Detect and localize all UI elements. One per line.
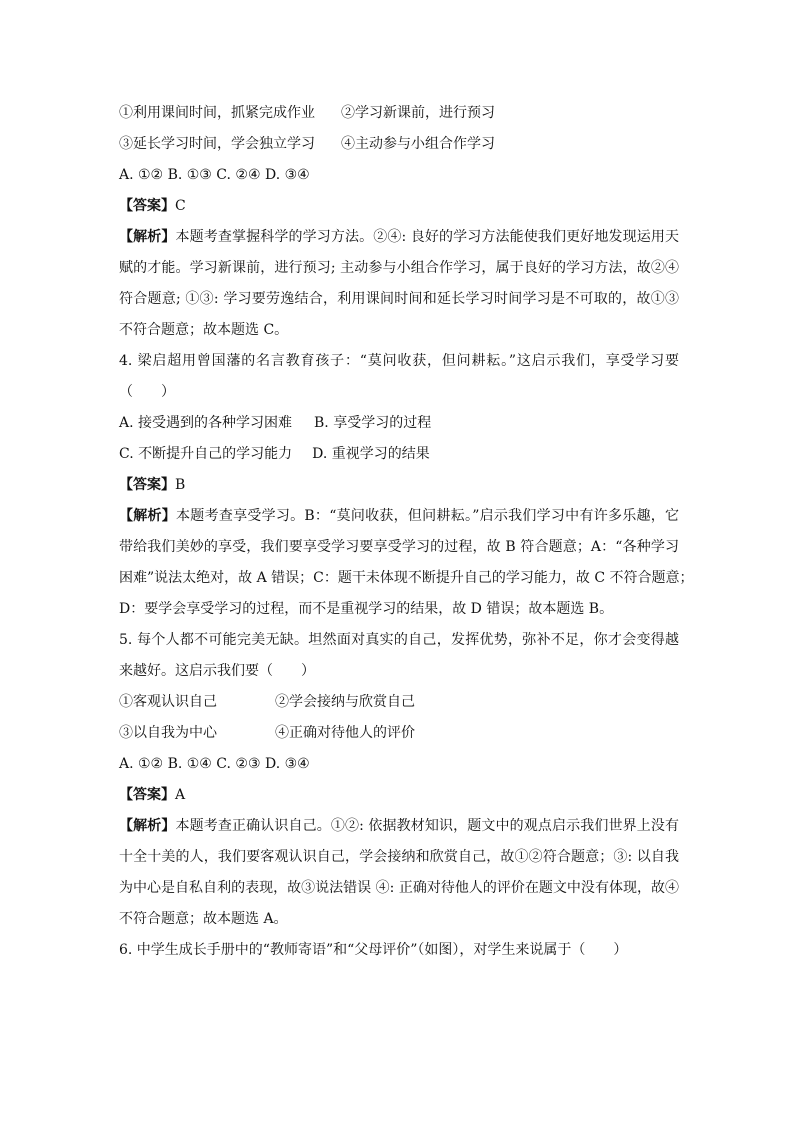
q4-analysis-text-1: 本题考查享受学习。B：“莫问收获，但问耕耘。”启示我们学习中有许多乐趣，它 [176, 508, 679, 524]
q3-analysis-line-3: 符合题意; ①③: 学习要劳逸结合，利用课间时间和延长学习时间学习是不可取的，故①③ [119, 291, 679, 307]
q4-analysis-line-4: D：要学会享受学习的过程，而不是重视学习的结果，故 D 错误；故本题选 B。 [119, 601, 614, 617]
q3-option-1: ①利用课间时间，抓紧完成作业 [119, 105, 315, 121]
q4-option-d: D. 重视学习的结果 [312, 446, 430, 462]
q5-option-4: ④正确对待他人的评价 [275, 725, 415, 741]
q5-options-row-2 [119, 718, 679, 749]
q4-stem-line-2: （ ） [119, 384, 175, 400]
q4-analysis-label: 【解析】 [119, 508, 177, 524]
q3-analysis-line-4: 不符合题意；故本题选 C。 [119, 322, 289, 338]
q3-options-row-2 [119, 129, 679, 160]
q4-analysis-line-3: 困难”说法太绝对，故 A 错误；C：题干未体现不断提升自己的学习能力，故 C 不符合题意； [119, 570, 694, 586]
q3-answer-label: 【答案】 [119, 198, 175, 214]
q3-option-3: ③延长学习时间，学会独立学习 [119, 136, 315, 152]
q5-option-2: ②学会接纳与欣赏自己 [275, 694, 415, 710]
q5-analysis-line-2: 十全十美的人，我们要客观认识自己，学会接纳和欣赏自己，故①②符合题意；③: 以自我 [119, 849, 679, 865]
q5-option-3: ③以自我为中心 [119, 725, 217, 741]
q3-option-2: ②学习新课前，进行预习 [341, 105, 495, 121]
q5-choices: A. ①② B. ①④ C. ②③ D. ③④ [119, 756, 310, 772]
q3-analysis-line-2: 赋的才能。学习新课前，进行预习; 主动参与小组合作学习，属于良好的学习方法，故②④ [119, 260, 679, 276]
q5-stem-line-2: 来越好。这启示我们要（ ） [119, 663, 315, 679]
q4-analysis-line-2: 带给我们美妙的享受，我们要享受学习要享受学习的过程，故 B 符合题意；A：“各种学习 [119, 539, 679, 555]
q5-answer [119, 780, 679, 811]
q4-option-c: C. 不断提升自己的学习能力 [119, 446, 293, 462]
q5-analysis-label: 【解析】 [119, 818, 176, 834]
q3-analysis-text-1: 本题考查掌握科学的学习方法。②④: 良好的学习方法能使我们更好地发现运用天 [175, 229, 679, 245]
q5-option-1: ①客观认识自己 [119, 694, 217, 710]
q5-analysis-line-4: 不符合题意；故本题选 A。 [119, 911, 288, 927]
q5-answer-label: 【答案】 [119, 787, 175, 803]
q4-answer-label: 【答案】 [119, 477, 175, 493]
q5-answer-value: A [175, 787, 186, 803]
q5-analysis-line-3: 为中心是自私自利的表现，故③说法错误 ④: 正确对待他人的评价在题文中没有体现，故④ [119, 880, 679, 896]
q6-stem: 6. 中学生成长手册中的“教师寄语”和“父母评价”（如图），对学生来说属于（ ） [119, 942, 628, 958]
q3-analysis-label: 【解析】 [119, 229, 176, 245]
q4-options-row-2 [119, 439, 679, 470]
q4-answer [119, 470, 679, 501]
q4-stem-line-1: 4. 梁启超用曾国藩的名言教育孩子：“莫问收获，但问耕耘。”这启示我们，享受学习要 [119, 353, 679, 369]
q4-answer-value: B [175, 477, 186, 493]
q5-analysis-text-1: 本题考查正确认识自己。①②: 依据教材知识，题文中的观点启示我们世界上没有 [175, 818, 679, 834]
q3-options-row-1 [119, 98, 679, 129]
q3-answer-value: C [175, 198, 186, 214]
q5-analysis-line-1 [119, 811, 679, 842]
q4-analysis-line-1 [119, 501, 679, 532]
q4-option-a: A. 接受遇到的各种学习困难 [119, 415, 293, 431]
q5-stem-line-1: 5. 每个人都不可能完美无缺。坦然面对真实的自己，发挥优势，弥补不足，你才会变得越 [119, 632, 679, 648]
q4-option-b: B. 享受学习的过程 [314, 415, 432, 431]
q3-analysis-line-1 [119, 222, 679, 253]
q3-answer [119, 191, 679, 222]
q3-choices: A. ①② B. ①③ C. ②④ D. ③④ [119, 167, 310, 183]
q4-options-row-1 [119, 408, 679, 439]
q5-options-row-1 [119, 687, 679, 718]
question-content [119, 98, 694, 966]
q3-option-4: ④主动参与小组合作学习 [341, 136, 495, 152]
